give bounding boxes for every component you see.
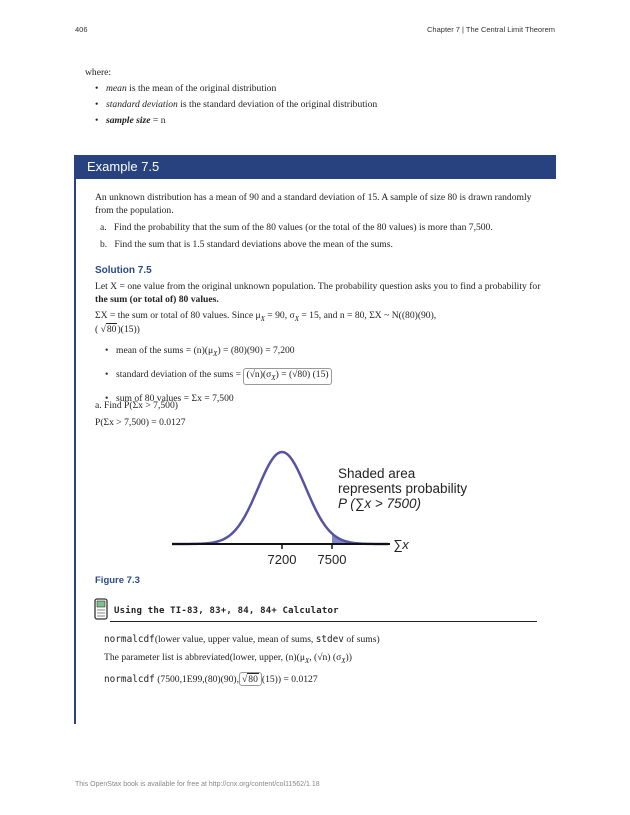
- normal-curve-figure: [160, 440, 480, 575]
- bullet-mean-of-sums: • mean of the sums = $(n)(\mu_X) = (80)(90) = 7,200$: [102, 344, 542, 361]
- tick-label-7500: 7500: [317, 552, 347, 567]
- solution-para-2-cont: ( √80)(15)): [95, 324, 140, 335]
- where-item-sd: • standard deviation is the standard deviation of the original distribution: [92, 98, 552, 111]
- example-intro: An unknown distribution has a mean of 90 and a standard deviation of 15. A sample of size 80 is drawn randomly from the population.: [95, 192, 532, 216]
- solution-title: Solution 7.5: [95, 265, 152, 276]
- solution-para-2: ΣX = the sum or total of 80 values. Since $\mu_X = 90$, $\sigma_X = 15$, and n = 80, ΣX ~ N((80)(90),: [95, 310, 437, 323]
- tick-label-7200: 7200: [267, 552, 297, 567]
- where-list: [92, 82, 552, 127]
- annotation-line-2: represents probability: [338, 481, 468, 496]
- figure-caption: Figure 7.3: [95, 575, 140, 586]
- calc-line-2: The parameter list is abbreviated(lower, upper, $(n)(\mu_X$, (√n) $(\sigma_X)$): [104, 652, 352, 665]
- calc-line-3: normalcdf (7500,1E99,(80)(90), √80 (15)) = 0.0127: [104, 674, 318, 685]
- footer-text: This OpenStax book is available for free at http://cnx.org/content/col11562/1.18: [75, 781, 320, 788]
- solution-bullets: [102, 344, 542, 405]
- calc-line-1: normalcdf(lower value, upper value, mean of sums, stdev of sums): [104, 634, 380, 645]
- annotation-line-3: P (∑x > 7500): [338, 496, 422, 511]
- where-label: where:: [85, 67, 112, 78]
- calculator-section-title: Using the TI-83, 83+, 84, 84+ Calculator: [114, 606, 339, 616]
- where-item-n: • sample size = n: [92, 114, 552, 127]
- annotation-line-1: Shaded area: [338, 466, 416, 481]
- example-left-rule: [74, 179, 76, 724]
- where-item-mean: • mean is the mean of the original distribution: [92, 82, 552, 95]
- find-a: a. Find P(Σx > 7,500): [95, 400, 178, 411]
- example-part-a: a. Find the probability that the sum of the 80 values (or the total of the 80 values) is more than 7,500.: [100, 222, 493, 233]
- bullet-sum-80: • sum of 80 values = Σx = 7,500: [102, 392, 542, 405]
- result-a: P(Σx > 7,500) = 0.0127: [95, 417, 186, 428]
- chapter-header: Chapter 7 | The Central Limit Theorem: [427, 25, 555, 34]
- calculator-icon: [94, 598, 108, 620]
- example-part-b: b. Find the sum that is 1.5 standard deviations above the mean of the sums.: [100, 239, 393, 250]
- bullet-sd-of-sums: • standard deviation of the sums = $(√n)(\sigma_X) = (√80)$ (15): [102, 368, 542, 385]
- example-title: Example 7.5: [87, 159, 160, 174]
- x-axis-label: ∑x: [393, 537, 409, 552]
- calculator-title-rule: [110, 621, 537, 622]
- page-number: 406: [75, 25, 88, 34]
- solution-para-1: Let X = one value from the original unknown population. The probability question asks you to find a probability for the sum (or total of) 80 values.: [95, 281, 541, 305]
